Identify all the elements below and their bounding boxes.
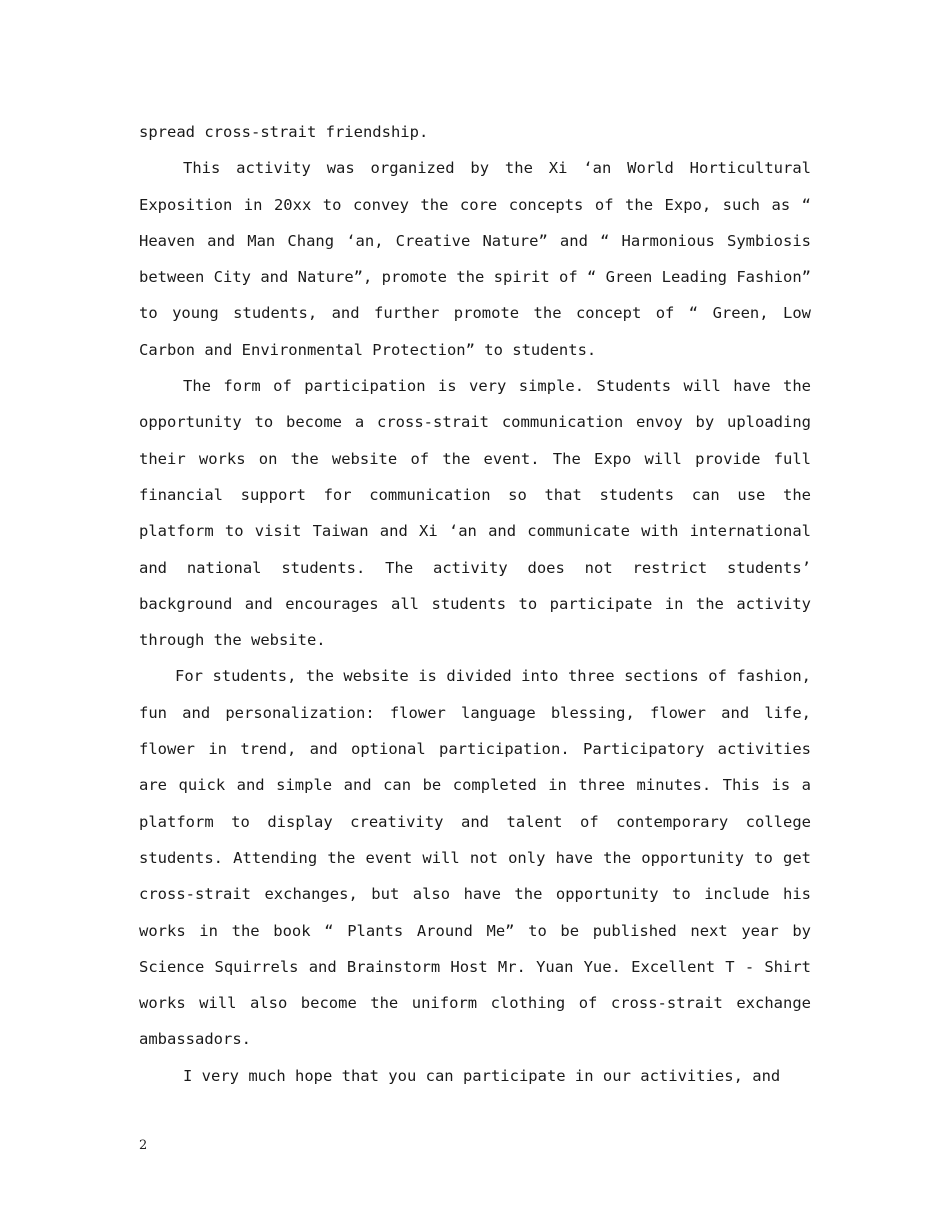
paragraph-closing: I very much hope that you can participate in our activities, and <box>183 1066 781 1085</box>
paragraph-expo-concepts: This activity was organized by the Xi ‘an World Horticultural Exposition in 20xx to convey the core concepts of the Expo, such as “ Heaven and Man Chang ‘an, Creative Nature” and “ Harmonious Symbiosis between City and Nature”, promote the spirit of “ Green Leading Fashion” to young students, and further promote the concept of “ Green, Low Carbon and Environmental Protection” to students. <box>139 159 811 359</box>
document-body <box>139 114 811 1094</box>
paragraph-participation-form: The form of participation is very simple. Students will have the opportunity to become a cross-strait communication envoy by uploading their works on the website of the event. The Expo will provide full financial support for communication so that students can use the platform to visit Taiwan and Xi ‘an and communicate with international and national students. The activity does not restrict students’ background and encourages all students to participate in the activity through the website. <box>139 377 811 650</box>
paragraph-website-sections: For students, the website is divided into three sections of fashion, fun and personalization: flower language blessing, flower and life, flower in trend, and optional participation. Participatory activities are quick and simple and can be completed in three minutes. This is a platform to display creativity and talent of contemporary college students. Attending the event will not only have the opportunity to get cross-strait exchanges, but also have the opportunity to include his works in the book “ Plants Around Me” to be published next year by Science Squirrels and Brainstorm Host Mr. Yuan Yue. Excellent T - Shirt works will also become the uniform clothing of cross-strait exchange ambassadors. <box>139 667 811 1049</box>
paragraph-continuation: spread cross-strait friendship. <box>139 123 429 141</box>
page-number: 2 <box>139 1138 148 1153</box>
